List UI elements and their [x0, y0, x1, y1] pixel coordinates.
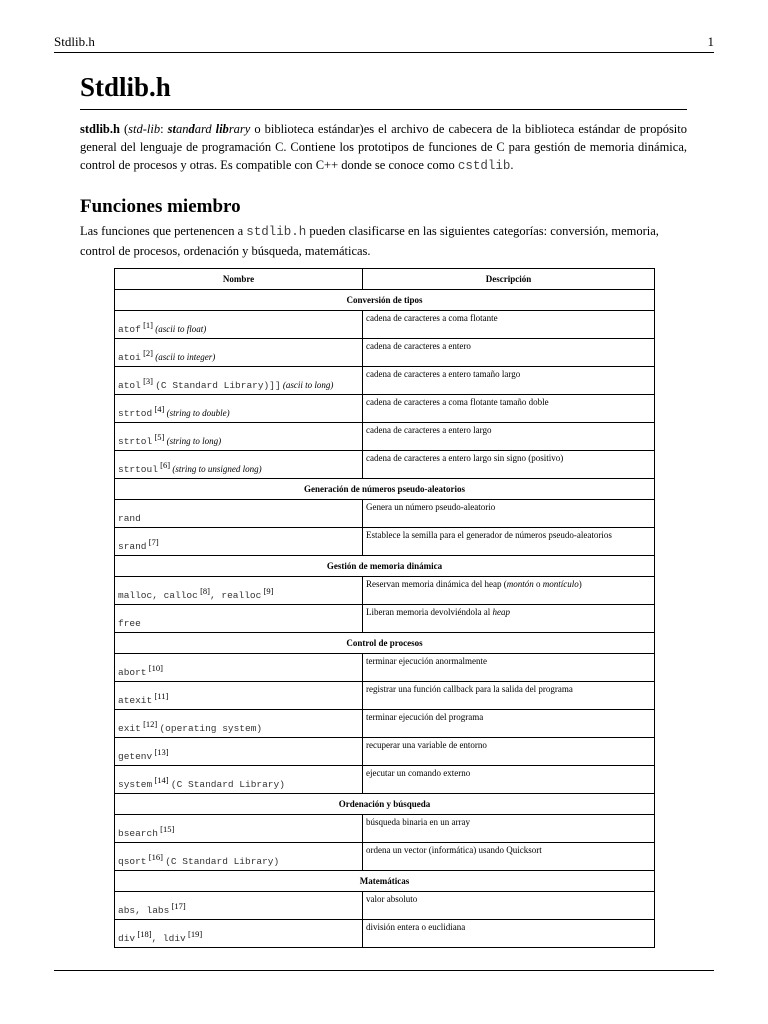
footer-divider [54, 970, 714, 971]
function-name: abs, labs [17] [115, 892, 363, 920]
reference-link[interactable]: [19] [188, 929, 203, 939]
function-description: cadena de caracteres a coma flotante tamaño doble [363, 395, 655, 423]
category-row: Control de procesos [115, 633, 655, 654]
table-row [115, 843, 655, 871]
functions-table [114, 268, 655, 948]
function-description: división entera o euclidiana [363, 920, 655, 948]
reference-link[interactable]: [7] [148, 537, 159, 547]
table-row [115, 920, 655, 948]
table-row [115, 395, 655, 423]
function-name: strtod [4] (string to double) [115, 395, 363, 423]
page-number: 1 [707, 34, 714, 49]
title-divider [80, 109, 687, 110]
intro-paragraph: stdlib.h (std-lib: standard library o biblioteca estándar)es el archivo de cabecera de la biblioteca estándar de propósito general del lenguaje de programación C. Contiene los prototipos de funciones de C para gestión de memoria dinámica, control de procesos y otras. Es compatible con C++ donde se conoce como cstdlib. [80, 122, 687, 173]
function-description: valor absoluto [363, 892, 655, 920]
reference-link[interactable]: [10] [148, 663, 163, 673]
function-name: exit [12] (operating system) [115, 710, 363, 738]
table-row [115, 892, 655, 920]
function-name: abort [10] [115, 654, 363, 682]
table-row [115, 423, 655, 451]
function-name: free [115, 605, 363, 633]
table-row [115, 577, 655, 605]
table-row [115, 451, 655, 479]
table-row [115, 500, 655, 528]
function-name: atof [1] (ascii to float) [115, 311, 363, 339]
reference-link[interactable]: [17] [171, 901, 186, 911]
reference-link[interactable]: [8] [200, 586, 210, 596]
section-code: stdlib.h [246, 225, 307, 239]
category-row: Generación de números pseudo-aleatorios [115, 479, 655, 500]
reference-link[interactable]: [9] [263, 586, 274, 596]
table-row [115, 738, 655, 766]
reference-link[interactable]: [14] [154, 775, 169, 785]
category-row: Conversión de tipos [115, 290, 655, 311]
category-row: Ordenación y búsqueda [115, 794, 655, 815]
table-row [115, 339, 655, 367]
table-row [115, 682, 655, 710]
header-description: Descripción [363, 269, 655, 290]
intro-abbr: std-lib [128, 122, 161, 136]
function-name: atol [3] (C Standard Library)]] (ascii to long) [115, 367, 363, 395]
reference-link[interactable]: [4] [154, 404, 165, 414]
function-name: div [18], ldiv [19] [115, 920, 363, 948]
category-row: Gestión de memoria dinámica [115, 556, 655, 577]
reference-link[interactable]: [18] [137, 929, 152, 939]
function-description: cadena de caracteres a entero [363, 339, 655, 367]
table-header-row [115, 269, 655, 290]
function-name: atoi [2] (ascii to integer) [115, 339, 363, 367]
table-row [115, 311, 655, 339]
function-name: strtol [5] (string to long) [115, 423, 363, 451]
table-row [115, 815, 655, 843]
function-description: cadena de caracteres a entero largo sin signo (positivo) [363, 451, 655, 479]
category-row: Matemáticas [115, 871, 655, 892]
table-row [115, 654, 655, 682]
function-description: registrar una función callback para la salida del programa [363, 682, 655, 710]
page-header [54, 34, 714, 53]
function-description: cadena de caracteres a entero largo [363, 423, 655, 451]
intro-cpp-name: cstdlib [457, 159, 511, 173]
header-name: Nombre [115, 269, 363, 290]
reference-link[interactable]: [1] [143, 320, 153, 330]
function-description: búsqueda binaria en un array [363, 815, 655, 843]
function-description: cadena de caracteres a entero tamaño largo [363, 367, 655, 395]
function-description: Establece la semilla para el generador de números pseudo-aleatorios [363, 528, 655, 556]
function-description: ordena un vector (informática) usando Quicksort [363, 843, 655, 871]
function-name: qsort [16] (C Standard Library) [115, 843, 363, 871]
function-name: getenv [13] [115, 738, 363, 766]
reference-link[interactable]: [11] [154, 691, 169, 701]
function-name: malloc, calloc [8], realloc [9] [115, 577, 363, 605]
reference-link[interactable]: [5] [154, 432, 165, 442]
reference-link[interactable]: [6] [160, 460, 171, 470]
function-description: terminar ejecución del programa [363, 710, 655, 738]
section-paragraph: Las funciones que pertenencen a stdlib.h pueden clasificarse en las siguientes categorías: conversión, memoria, control de procesos, ordenación y búsqueda, matemáticas. [80, 224, 659, 258]
reference-link[interactable]: [2] [143, 348, 153, 358]
function-name: bsearch [15] [115, 815, 363, 843]
table-row [115, 605, 655, 633]
function-description: recuperar una variable de entorno [363, 738, 655, 766]
reference-link[interactable]: [3] [143, 376, 153, 386]
function-description: Reservan memoria dinámica del heap (montón o montículo) [363, 577, 655, 605]
section-title: Funciones miembro [80, 196, 241, 217]
function-name: system [14] (C Standard Library) [115, 766, 363, 794]
function-description: Genera un número pseudo-aleatorio [363, 500, 655, 528]
function-description: terminar ejecución anormalmente [363, 654, 655, 682]
table-row [115, 766, 655, 794]
page-title: Stdlib.h [80, 72, 171, 102]
function-name: atexit [11] [115, 682, 363, 710]
intro-term: stdlib.h [80, 122, 120, 136]
table-row [115, 710, 655, 738]
function-description: Liberan memoria devolviéndola al heap [363, 605, 655, 633]
reference-link[interactable]: [16] [148, 852, 163, 862]
function-description: ejecutar un comando externo [363, 766, 655, 794]
reference-link[interactable]: [13] [154, 747, 169, 757]
function-name: strtoul [6] (string to unsigned long) [115, 451, 363, 479]
function-name: srand [7] [115, 528, 363, 556]
table-row [115, 367, 655, 395]
reference-link[interactable]: [15] [160, 824, 175, 834]
function-description: cadena de caracteres a coma flotante [363, 311, 655, 339]
intro-text: o biblioteca estándar)es el archivo de cabecera de la biblioteca estándar de propósito general del lenguaje de programación C. Contiene los prototipos de funciones de C para gestión de memoria dinámica, control de procesos y otras. Es compatible con C++ donde se conoce como [80, 122, 687, 172]
table-row [115, 528, 655, 556]
function-name: rand [115, 500, 363, 528]
header-title: Stdlib.h [54, 34, 95, 49]
reference-link[interactable]: [12] [143, 719, 158, 729]
